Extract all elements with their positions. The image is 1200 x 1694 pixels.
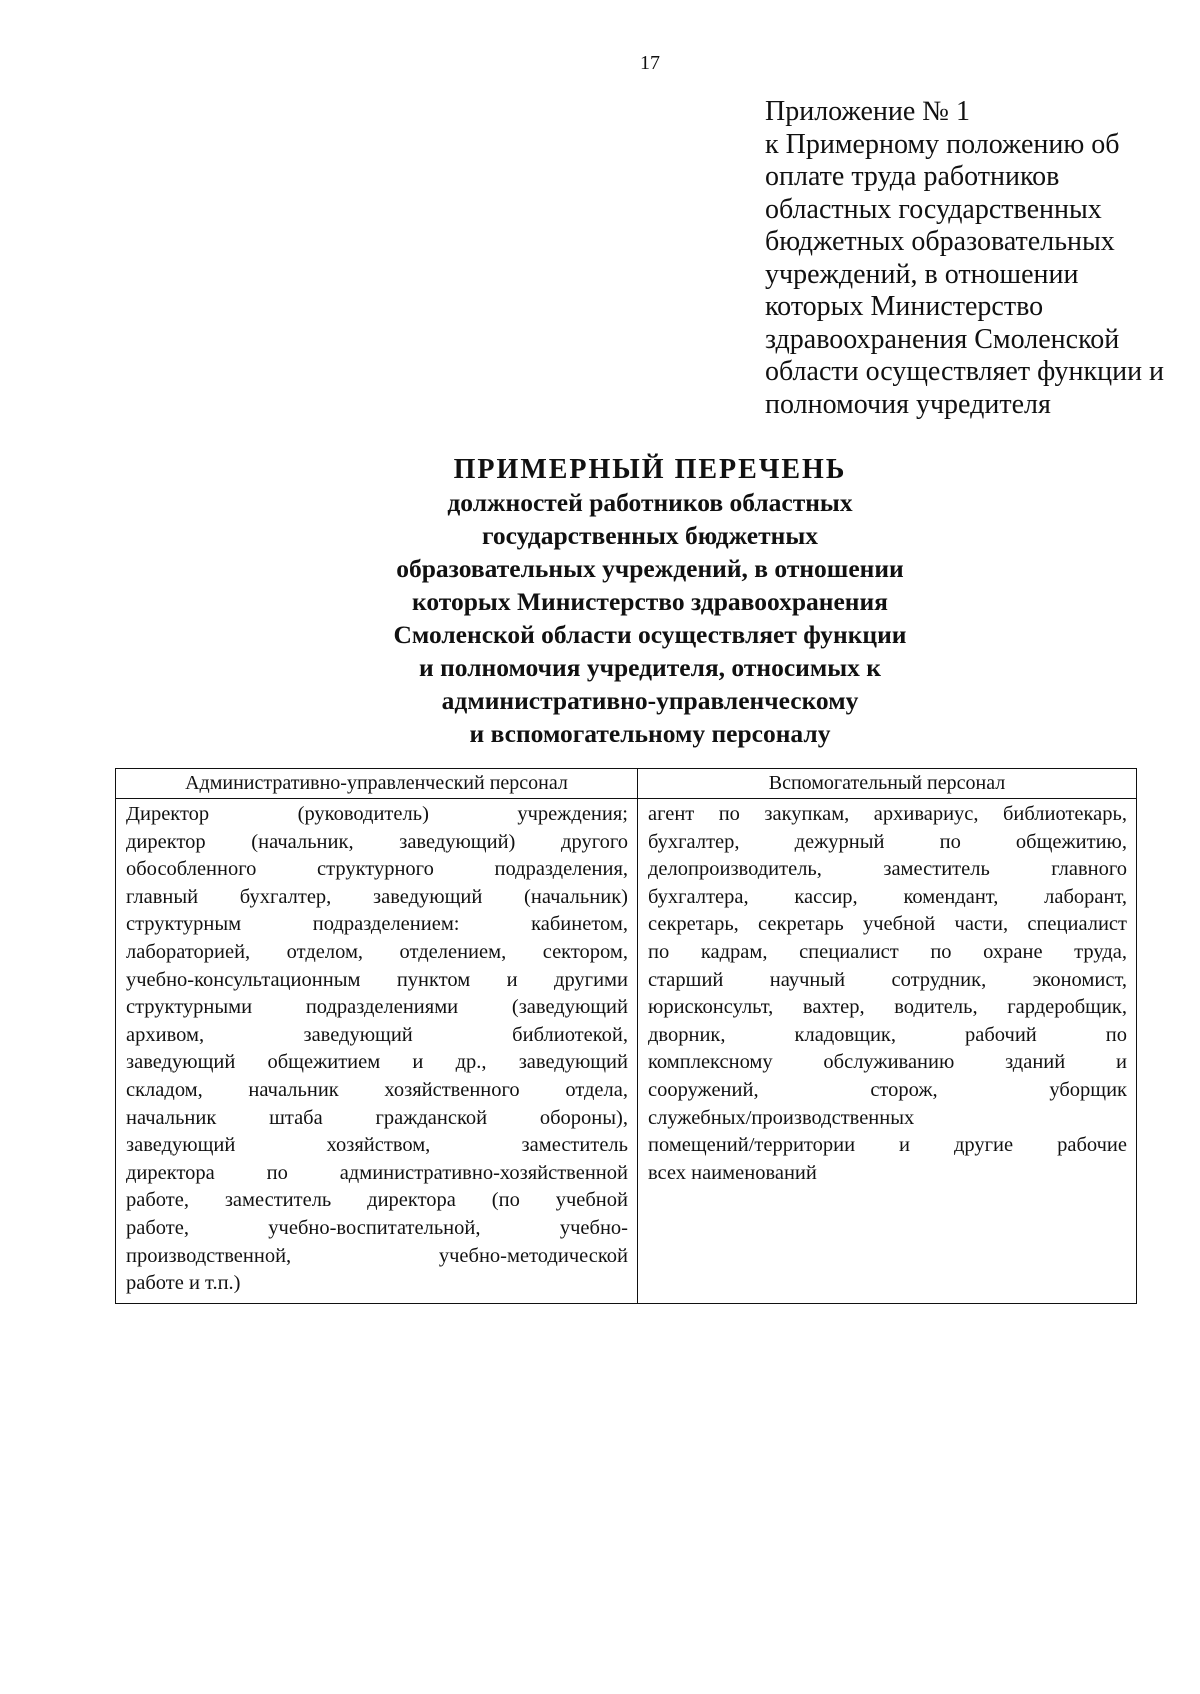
appendix-line: Приложение № 1 xyxy=(765,96,970,127)
title-line: Смоленской области осуществляет функции xyxy=(393,620,907,649)
administrative-line: производственной, учебно-методической xyxy=(126,1244,628,1267)
appendix-note xyxy=(765,96,1165,421)
support-cell xyxy=(638,799,1136,1303)
appendix-line: которых Министерство xyxy=(765,291,1044,322)
support-line: по кадрам, специалист по охране труда, xyxy=(648,940,1127,963)
title-main: ПРИМЕРНЫЙ ПЕРЕЧЕНЬ xyxy=(453,454,847,485)
support-line: служебных/производственных xyxy=(648,1106,915,1129)
support-line: делопроизводитель, заместитель главного xyxy=(648,858,1127,881)
support-line: помещений/территории и другие рабочие xyxy=(648,1134,1127,1157)
appendix-line: бюджетных образовательных xyxy=(765,226,1115,257)
support-line: секретарь, секретарь учебной части, специалист xyxy=(648,913,1127,936)
title-line: образовательных учреждений, в отношении xyxy=(396,554,904,583)
title-line: государственных бюджетных xyxy=(481,521,819,550)
administrative-line: лабораторией, отделом, отделением, сектором, xyxy=(126,940,628,963)
header-administrative: Административно-управленческий персонал xyxy=(116,769,638,798)
administrative-line: структурным подразделением: кабинетом, xyxy=(126,913,628,936)
table-body-row xyxy=(116,799,1136,1303)
administrative-line: структурными подразделениями (заведующий xyxy=(126,996,628,1019)
support-line: старший научный сотрудник, экономист, xyxy=(648,968,1127,991)
administrative-cell xyxy=(116,799,638,1303)
title-line: должностей работников областных xyxy=(447,488,853,517)
appendix-line: области осуществляет функции и xyxy=(765,356,1165,387)
personnel-table xyxy=(115,768,1137,1304)
administrative-line: обособленного структурного подразделения, xyxy=(126,858,628,881)
title-line: и полномочия учредителя, относимых к xyxy=(419,653,881,682)
appendix-line: здравоохранения Смоленской xyxy=(765,323,1120,355)
appendix-line: к Примерному положению об xyxy=(765,128,1120,160)
support-line: комплексному обслуживанию зданий и xyxy=(648,1051,1127,1074)
administrative-line: директора по административно-хозяйственной xyxy=(126,1161,628,1184)
title-line: и вспомогательному персоналу xyxy=(469,719,831,748)
administrative-line: заведующий общежитием и др., заведующий xyxy=(126,1051,628,1074)
administrative-line: начальник штаба гражданской обороны), xyxy=(126,1106,628,1129)
support-line: дворник, кладовщик, рабочий по xyxy=(648,1023,1127,1046)
page-number: 17 xyxy=(640,52,660,74)
document-title xyxy=(300,454,1000,750)
table-header-row xyxy=(116,769,1136,799)
administrative-line: главный бухгалтер, заведующий (начальник) xyxy=(126,885,628,908)
appendix-line: учреждений, в отношении xyxy=(765,258,1079,290)
support-line: сооружений, сторож, уборщик xyxy=(648,1078,1127,1101)
title-line: которых Министерство здравоохранения xyxy=(412,587,888,616)
header-support: Вспомогательный персонал xyxy=(768,772,1006,794)
administrative-line: складом, начальник хозяйственного отдела, xyxy=(126,1078,628,1101)
administrative-line: Директор (руководитель) учреждения; xyxy=(126,803,628,825)
appendix-line: оплате труда работников xyxy=(765,161,1060,192)
administrative-line: работе, заместитель директора (по учебной xyxy=(126,1189,628,1212)
administrative-line: архивом, заведующий библиотекой, xyxy=(126,1023,628,1046)
appendix-line: областных государственных xyxy=(765,193,1102,225)
administrative-line: директор (начальник, заведующий) другого xyxy=(126,830,628,853)
support-line: бухгалтера, кассир, комендант, лаборант, xyxy=(648,885,1127,908)
title-line: административно-управленческому xyxy=(441,686,859,715)
support-line: всех наименований xyxy=(648,1161,817,1184)
administrative-line: учебно-консультационным пунктом и другими xyxy=(126,968,628,991)
appendix-line: полномочия учредителя xyxy=(765,388,1051,420)
support-line: агент по закупкам, архивариус, библиотекарь, xyxy=(648,803,1127,825)
administrative-line: работе, учебно-воспитательной, учебно- xyxy=(126,1216,628,1239)
support-line: бухгалтер, дежурный по общежитию, xyxy=(648,830,1127,853)
administrative-line: работе и т.п.) xyxy=(126,1272,241,1295)
administrative-line: заведующий хозяйством, заместитель xyxy=(126,1134,628,1157)
support-line: юрисконсульт, вахтер, водитель, гардеробщик, xyxy=(648,996,1127,1019)
